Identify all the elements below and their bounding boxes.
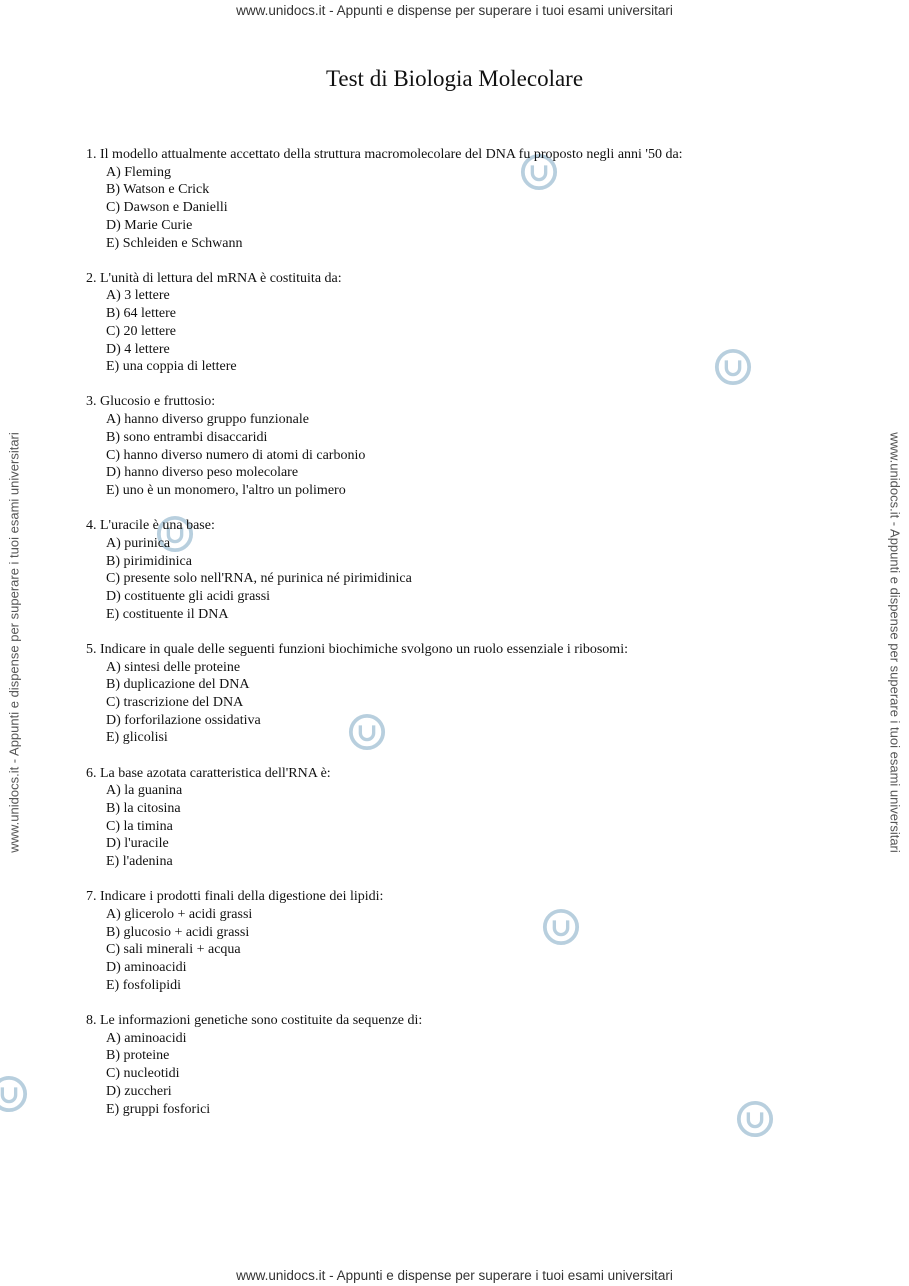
answer-option: A) glicerolo + acidi grassi: [106, 907, 253, 923]
question: [86, 270, 806, 376]
question-prompt: L'unità di lettura del mRNA è costituita da:: [100, 270, 342, 286]
question: [86, 1012, 806, 1118]
watermark-left: www.unidocs.it - Appunti e dispense per superare i tuoi esami universitari: [6, 432, 22, 853]
answer-option: C) presente solo nell'RNA, né purinica né pirimidinica: [106, 571, 412, 587]
watermark-top: www.unidocs.it - Appunti e dispense per superare i tuoi esami universitari: [236, 3, 673, 18]
question-text: [86, 641, 806, 659]
answer-option: B) proteine: [106, 1048, 170, 1064]
answer-option: E) gruppi fosforici: [106, 1101, 211, 1117]
answer-option: C) nucleotidi: [106, 1066, 180, 1082]
question-prompt: Indicare in quale delle seguenti funzioni biochimiche svolgono un ruolo essenziale i ribosomi:: [100, 641, 628, 657]
answer-option: C) Dawson e Danielli: [106, 200, 228, 216]
unidocs-logo-icon: [0, 1075, 28, 1113]
answer-option: A) la guanina: [106, 783, 183, 799]
answer-option: B) sono entrambi disaccaridi: [106, 429, 268, 445]
question-prompt: Il modello attualmente accettato della struttura macromolecolare del DNA fu proposto negli anni '50 da:: [100, 147, 683, 162]
answer-option: C) hanno diverso numero di atomi di carbonio: [106, 447, 366, 463]
document-title: Test di Biologia Molecolare: [325, 66, 584, 91]
question-number: 3.: [86, 394, 97, 410]
answer-option: A) 3 lettere: [106, 288, 170, 304]
answer-option: A) purinica: [106, 535, 171, 551]
question-number: 5.: [86, 641, 97, 657]
answer-option: B) duplicazione del DNA: [106, 677, 250, 693]
answer-option: A) hanno diverso gruppo funzionale: [106, 412, 309, 428]
question-number: 8.: [86, 1013, 97, 1029]
question-text: [86, 146, 806, 164]
answer-option: D) zuccheri: [106, 1083, 172, 1099]
watermark-right: www.unidocs.it - Appunti e dispense per superare i tuoi esami universitari: [887, 432, 903, 853]
question: [86, 765, 806, 871]
question-number: 2.: [86, 270, 97, 286]
answer-option: B) 64 lettere: [106, 306, 176, 322]
question-text: [86, 888, 806, 906]
answer-option: E) l'adenina: [106, 854, 173, 870]
answer-option: E) costituente il DNA: [106, 606, 229, 622]
answer-option: E) Schleiden e Schwann: [106, 235, 243, 251]
answer-option: D) forforilazione ossidativa: [106, 712, 261, 728]
watermark-bottom: www.unidocs.it - Appunti e dispense per superare i tuoi esami universitari: [236, 1268, 673, 1283]
question: [86, 888, 806, 994]
question-text: [86, 393, 806, 411]
question-number: 4.: [86, 518, 97, 534]
answer-option: B) Watson e Crick: [106, 182, 210, 198]
question: [86, 641, 806, 747]
answer-option: C) sali minerali + acqua: [106, 942, 241, 958]
question-text: [86, 765, 806, 783]
question-list: [86, 146, 806, 1136]
answer-option: D) Marie Curie: [106, 217, 193, 233]
question-prompt: Glucosio e fruttosio:: [100, 394, 216, 410]
answer-option: E) una coppia di lettere: [106, 359, 237, 375]
question-text: [86, 1012, 806, 1030]
answer-option: D) costituente gli acidi grassi: [106, 588, 271, 604]
question: [86, 146, 806, 252]
answer-option: A) Fleming: [106, 164, 171, 180]
question-text: [86, 270, 806, 288]
answer-option: A) aminoacidi: [106, 1030, 187, 1046]
question-prompt: Indicare i prodotti finali della digestione dei lipidi:: [100, 889, 384, 905]
question-prompt: L'uracile è una base:: [100, 518, 215, 534]
answer-option: E) uno è un monomero, l'altro un polimero: [106, 482, 346, 498]
answer-option: D) 4 lettere: [106, 341, 170, 357]
answer-option: E) glicolisi: [106, 730, 168, 746]
answer-option: A) sintesi delle proteine: [106, 659, 241, 675]
question: [86, 517, 806, 623]
answer-option: C) la timina: [106, 818, 173, 834]
answer-option: D) l'uracile: [106, 836, 169, 852]
question-prompt: La base azotata caratteristica dell'RNA è:: [100, 765, 331, 781]
answer-option: E) fosfolipidi: [106, 977, 182, 993]
question-number: 7.: [86, 889, 97, 905]
question-text: [86, 517, 806, 535]
question-number: 6.: [86, 765, 97, 781]
answer-option: B) la citosina: [106, 801, 181, 816]
answer-option: D) aminoacidi: [106, 960, 187, 976]
question: [86, 393, 806, 499]
answer-option: B) glucosio + acidi grassi: [106, 924, 250, 940]
question-prompt: Le informazioni genetiche sono costituite da sequenze di:: [100, 1013, 423, 1029]
answer-option: C) 20 lettere: [106, 323, 176, 339]
answer-option: B) pirimidinica: [106, 553, 192, 569]
question-number: 1.: [86, 147, 97, 162]
answer-option: D) hanno diverso peso molecolare: [106, 465, 299, 481]
answer-option: C) trascrizione del DNA: [106, 694, 244, 710]
